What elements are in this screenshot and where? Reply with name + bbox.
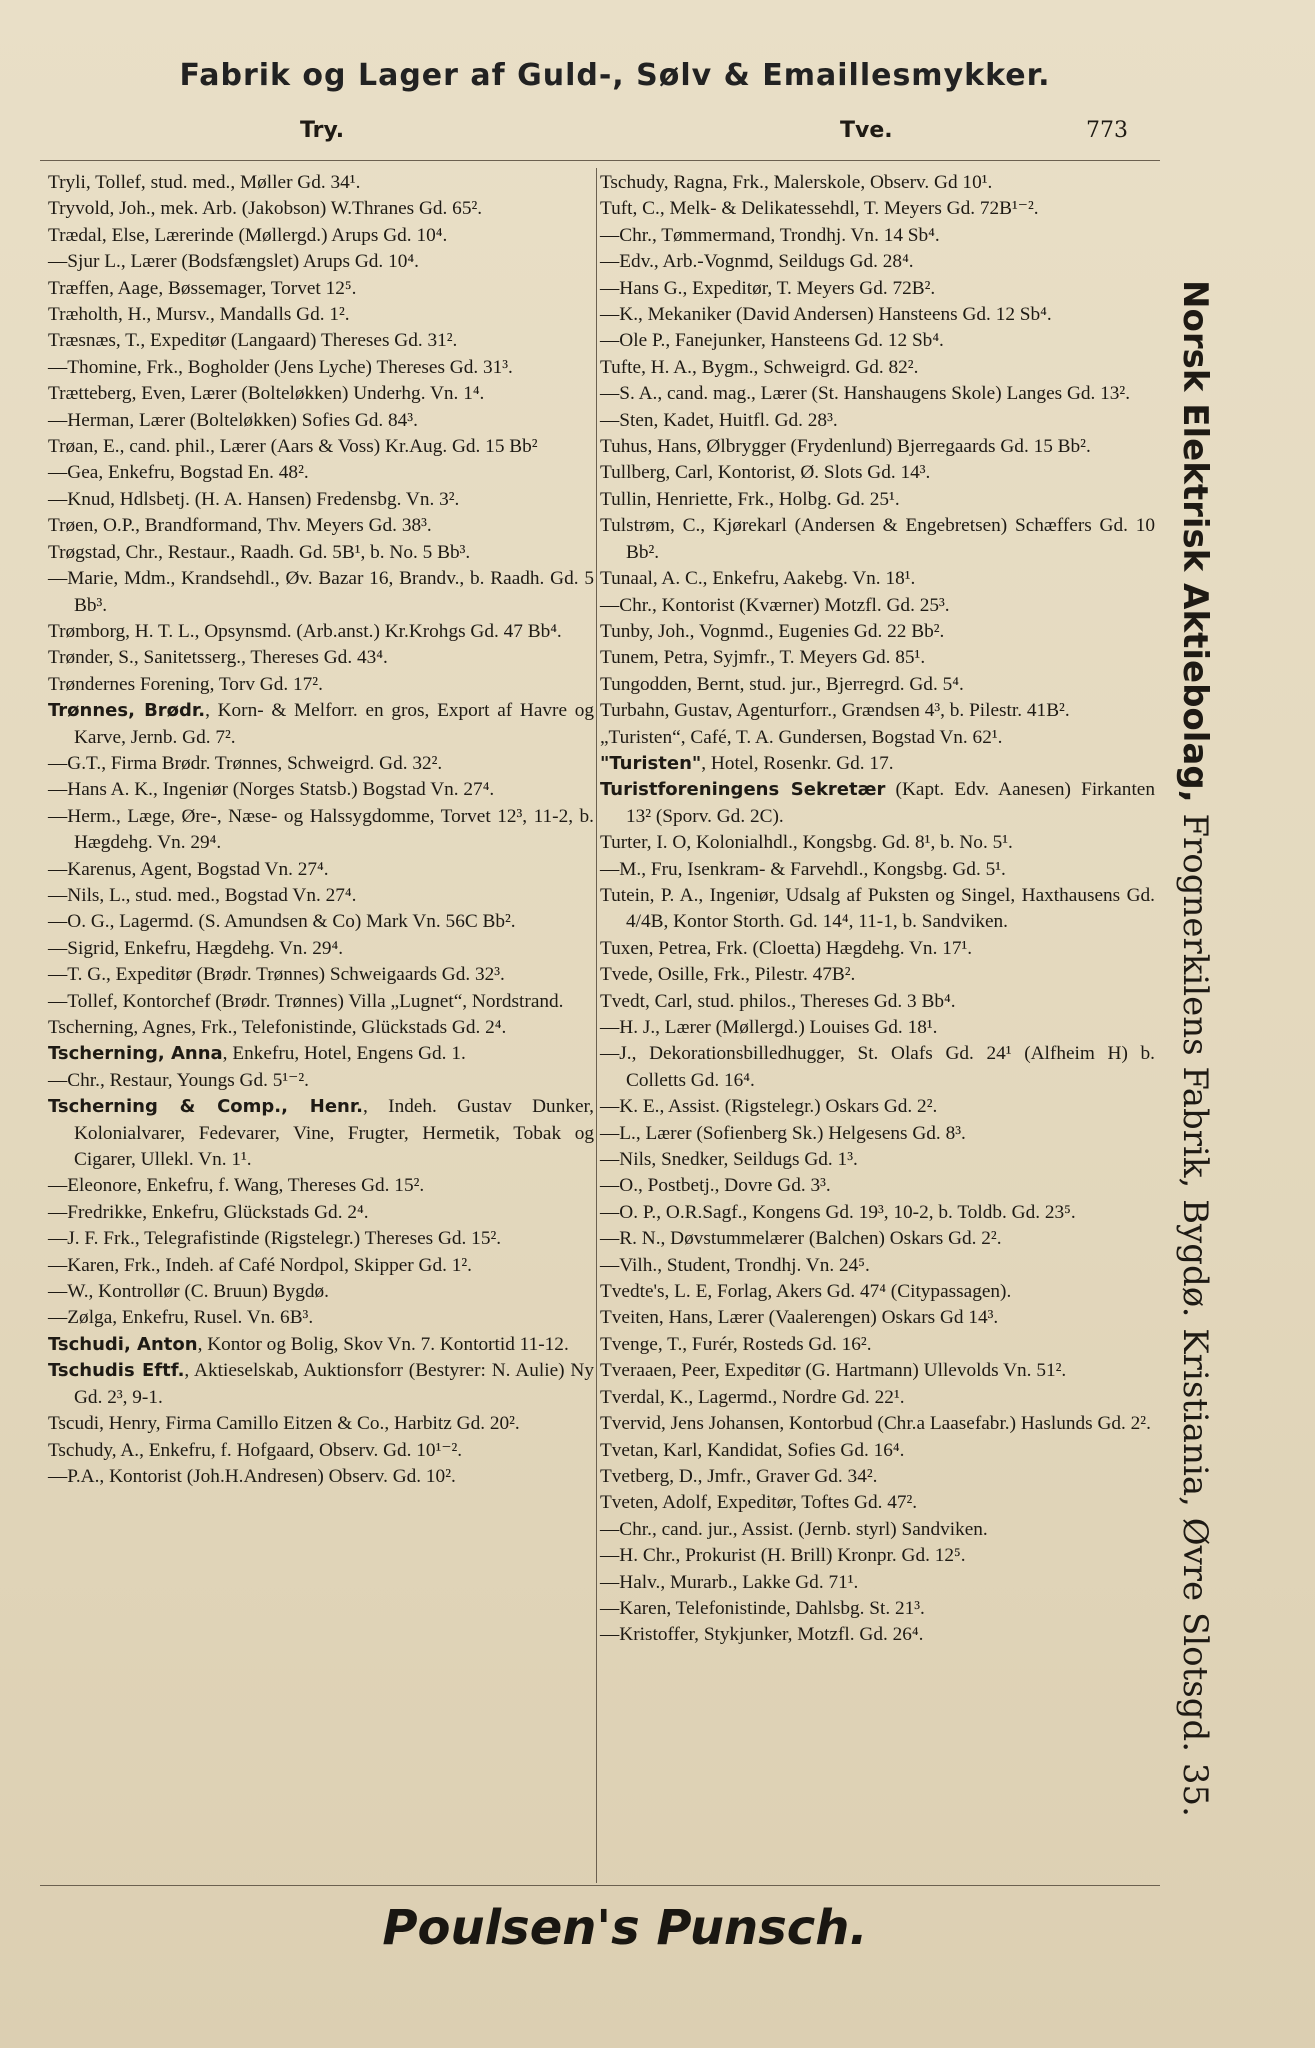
directory-entry [48, 1332, 594, 1358]
entry-text: Trønder, S., Sanitetsserg., Thereses Gd. 43⁴. [48, 647, 388, 669]
directory-entry [48, 989, 594, 1015]
entry-text: Tschudy, Ragna, Frk., Malerskole, Observ. Gd 10¹. [600, 172, 993, 193]
entry-text: —M., Fru, Isenkram- & Farvehdl., Kongsbg. Gd. 5¹. [600, 858, 1006, 880]
directory-entry [600, 698, 1155, 724]
entry-text: Turbahn, Gustav, Agenturforr., Grændsen 4³, b. Pilestr. 41B². [600, 700, 1070, 722]
entry-text: —Chr., cand. jur., Assist. (Jernb. styrl) Sandviken. [600, 1518, 988, 1540]
directory-entry [48, 1411, 594, 1437]
entry-text: Tvetberg, D., Jmfr., Graver Gd. 34². [600, 1465, 878, 1487]
directory-entry [600, 460, 1155, 486]
entry-text: , Korn- & Melforr. en gros, Export af Havre og Karve, Jernb. Gd. 7². [74, 700, 594, 748]
entry-text: (Kapt. Edv. Aanesen) Firkanten 13² (Sporv. Gd. 2C). [626, 779, 1156, 827]
directory-entry [48, 460, 594, 486]
entry-text: Trømborg, H. T. L., Opsynsmd. (Arb.anst.) Kr.Krohgs Gd. 47 Bb⁴. [48, 620, 562, 642]
entry-text: —H. J., Lærer (Møllergd.) Louises Gd. 18¹. [600, 1017, 938, 1038]
directory-entry [600, 1490, 1155, 1516]
entry-text: Tvede, Osille, Frk., Pilestr. 47B². [600, 964, 856, 986]
frame-top-rule [40, 160, 1160, 161]
entry-text: —G.T., Firma Brødr. Trønnes, Schweigrd. Gd. 32². [48, 752, 443, 774]
directory-entry [48, 170, 594, 196]
directory-entry [600, 883, 1155, 936]
entry-text: , Enkefru, Hotel, Engens Gd. 1. [222, 1043, 466, 1065]
directory-entry [48, 381, 594, 407]
directory-entry [600, 566, 1155, 592]
entry-text: —Chr., Tømmermand, Trondhj. Vn. 14 Sb⁴. [600, 224, 940, 246]
entry-text: „Turisten“, Café, T. A. Gundersen, Bogstad Vn. 62¹. [600, 726, 1003, 748]
entry-text: —O., Postbetj., Dovre Gd. 3³. [600, 1175, 831, 1197]
entry-text: Trædal, Else, Lærerinde (Møllergd.) Arups Gd. 10⁴. [48, 224, 448, 246]
entry-bold-name: Turistforeningens Sekretær [600, 779, 886, 801]
page-header [0, 118, 1250, 148]
entry-text: —Kristoffer, Stykjunker, Motzfl. Gd. 26⁴. [600, 1624, 924, 1646]
directory-entry [600, 1438, 1155, 1464]
directory-entry [600, 1596, 1155, 1622]
entry-text: Træffen, Aage, Bøssemager, Torvet 12⁵. [48, 277, 357, 299]
directory-entry [48, 777, 594, 803]
entry-text: —Sigrid, Enkefru, Hægdehg. Vn. 29⁴. [48, 937, 344, 959]
directory-entry [600, 1411, 1155, 1437]
directory-entry [600, 434, 1155, 460]
directory-entry [600, 1173, 1155, 1199]
directory-entry [600, 645, 1155, 671]
entry-text: Tungodden, Bernt, stud. jur., Bjerregrd. Gd. 5⁴. [600, 673, 964, 695]
directory-entry [600, 1570, 1155, 1596]
directory-entry [48, 645, 594, 671]
entry-bold-name: Tschudi, Anton [48, 1333, 198, 1355]
directory-entry [48, 1279, 594, 1305]
entry-text: —Hans G., Expeditør, T. Meyers Gd. 72B². [600, 277, 936, 299]
entry-text: —R. N., Døvstummelærer (Balchen) Oskars Gd. 2². [600, 1228, 1002, 1250]
directory-entry [600, 196, 1155, 222]
directory-entry [600, 1543, 1155, 1569]
entry-bold-name: Tschudis Eftf. [48, 1360, 185, 1382]
entry-text: —T. G., Expeditør (Brødr. Trønnes) Schweigaards Gd. 32³. [48, 964, 505, 986]
directory-entry [48, 1226, 594, 1252]
entry-text: Trøndernes Forening, Torv Gd. 17². [48, 673, 323, 695]
directory-entry [600, 355, 1155, 381]
entry-text: Tvervid, Jens Johansen, Kontorbud (Chr.a Laasefabr.) Haslunds Gd. 2². [600, 1413, 1151, 1435]
entry-text: Tvedte's, L. E, Forlag, Akers Gd. 47⁴ (Citypassagen). [600, 1281, 1012, 1303]
directory-entry [48, 196, 594, 222]
entry-text: Tuft, C., Melk- & Delikatessehdl, T. Meyers Gd. 72B¹⁻². [600, 198, 1039, 220]
directory-entry [600, 408, 1155, 434]
entry-text: —Chr., Kontorist (Kværner) Motzfl. Gd. 25³. [600, 594, 950, 616]
entry-text: Tunaal, A. C., Enkefru, Aakebg. Vn. 18¹. [600, 568, 916, 590]
entry-text: Tutein, P. A., Ingeniør, Udsalg af Puksten og Singel, Haxthausens Gd. 4/4B, Kontor Storth. Gd. 14⁴, 11-1, b. Sandviken. [600, 884, 1155, 933]
directory-entry [48, 1068, 594, 1094]
entry-text: Tunem, Petra, Syjmfr., T. Meyers Gd. 85¹. [600, 647, 926, 669]
directory-entry [600, 302, 1155, 328]
directory-entry [48, 1305, 594, 1331]
directory-entry [600, 1517, 1155, 1543]
directory-entry [48, 909, 594, 935]
directory-entry [600, 1253, 1155, 1279]
header-left-guideword: Try. [300, 118, 345, 143]
directory-entry [600, 1121, 1155, 1147]
side-ad-company: Norsk Elektrisk Aktiebolag, [1175, 280, 1215, 803]
directory-entry [600, 328, 1155, 354]
directory-entry [600, 1094, 1155, 1120]
directory-entry [600, 936, 1155, 962]
directory-entry [600, 1015, 1155, 1041]
entry-text: —Halv., Murarb., Lakke Gd. 71¹. [600, 1571, 859, 1593]
entry-text: —J., Dekorationsbilledhugger, St. Olafs Gd. 24¹ (Alfheim H) b. Colletts Gd. 16⁴. [600, 1043, 1155, 1091]
entry-bold-name: Tscherning, Anna [48, 1043, 223, 1065]
directory-entry [48, 751, 594, 777]
directory-entry [600, 1226, 1155, 1252]
entry-text: Tufte, H. A., Bygm., Schweigrd. Gd. 82². [600, 356, 919, 378]
directory-entry [600, 1200, 1155, 1226]
directory-entry [48, 276, 594, 302]
entry-text: —Karen, Frk., Indeh. af Café Nordpol, Skipper Gd. 1². [48, 1254, 472, 1276]
entry-text: —Sjur L., Lærer (Bodsfængslet) Arups Gd. 10⁴. [48, 251, 419, 273]
entry-text: Tullberg, Carl, Kontorist, Ø. Slots Gd. 14³. [600, 462, 931, 484]
entry-text: Træsnæs, T., Expeditør (Langaard) Thereses Gd. 31². [48, 330, 458, 352]
directory-entry [48, 487, 594, 513]
directory-entry [600, 1358, 1155, 1384]
entry-text: Træholth, H., Mursv., Mandalls Gd. 1². [48, 304, 350, 326]
entry-text: —Knud, Hdlsbetj. (H. A. Hansen) Fredensbg. Vn. 3². [48, 488, 460, 510]
directory-entry [48, 857, 594, 883]
entry-text: , Hotel, Rosenkr. Gd. 17. [701, 752, 894, 774]
entry-text: Tschudy, A., Enkefru, f. Hofgaard, Observ. Gd. 10¹⁻². [48, 1439, 463, 1461]
entry-text: Tvedt, Carl, stud. philos., Thereses Gd. 3 Bb⁴. [600, 990, 956, 1012]
entry-text: Tryli, Tollef, stud. med., Møller Gd. 34¹. [48, 172, 361, 193]
directory-entry [48, 619, 594, 645]
entry-text: —Vilh., Student, Trondhj. Vn. 24⁵. [600, 1254, 870, 1276]
entry-text: —Tollef, Kontorchef (Brødr. Trønnes) Villa „Lugnet“, Nordstrand. [48, 990, 564, 1012]
entry-text: —Ole P., Fanejunker, Hansteens Gd. 12 Sb⁴. [600, 330, 944, 352]
entry-bold-name: Tscherning & Comp., Henr. [48, 1096, 363, 1118]
entry-text: Tuxen, Petrea, Frk. (Cloetta) Hægdehg. Vn. 17¹. [600, 937, 973, 959]
entry-text: —Herman, Lærer (Bolteløkken) Sofies Gd. 84³. [48, 409, 418, 431]
entry-text: Tverdal, K., Lagermd., Nordre Gd. 22¹. [600, 1386, 905, 1408]
entry-text: Tscherning, Agnes, Frk., Telefonistinde, Glückstads Gd. 2⁴. [48, 1017, 507, 1038]
directory-entry [600, 249, 1155, 275]
entry-text: —K. E., Assist. (Rigstelegr.) Oskars Gd. 2². [600, 1096, 938, 1118]
directory-entry [48, 328, 594, 354]
directory-entry [48, 1358, 594, 1411]
directory-entry [600, 513, 1155, 566]
entry-text: —Zølga, Enkefru, Rusel. Vn. 6B³. [48, 1307, 314, 1329]
directory-entry [48, 883, 594, 909]
entry-text: Tullin, Henriette, Frk., Holbg. Gd. 25¹. [600, 488, 900, 510]
directory-entry [48, 804, 594, 857]
entry-text: Trøgstad, Chr., Restaur., Raadh. Gd. 5B¹, b. No. 5 Bb³. [48, 541, 471, 563]
directory-entry [48, 302, 594, 328]
directory-entry [48, 1438, 594, 1464]
entry-text: —Thomine, Frk., Bogholder (Jens Lyche) Thereses Gd. 31³. [48, 356, 513, 378]
entry-text: Tveraaen, Peer, Expeditør (G. Hartmann) Ullevolds Vn. 51². [600, 1360, 1067, 1382]
directory-entry [48, 566, 594, 619]
entry-text: Trøen, O.P., Brandformand, Thv. Meyers Gd. 38³. [48, 515, 432, 537]
directory-entry [48, 672, 594, 698]
entry-text: Tulstrøm, C., Kjørekarl (Andersen & Engebretsen) Schæffers Gd. 10 Bb². [600, 515, 1155, 563]
directory-entry [600, 962, 1155, 988]
entry-text: —H. Chr., Prokurist (H. Brill) Kronpr. Gd. 12⁵. [600, 1545, 966, 1567]
directory-entry [48, 223, 594, 249]
directory-entry [600, 1041, 1155, 1094]
entry-text: —Nils, Snedker, Seildugs Gd. 1³. [600, 1149, 858, 1171]
directory-entry [600, 725, 1155, 751]
entry-text: —Karen, Telefonistinde, Dahlsbg. St. 21³. [600, 1597, 925, 1619]
entry-text: Tveten, Adolf, Expeditør, Toftes Gd. 47². [600, 1492, 918, 1514]
left-column [48, 170, 594, 1890]
entry-text: —Edv., Arb.-Vognmd, Seildugs Gd. 28⁴. [600, 251, 914, 273]
directory-entry [48, 1253, 594, 1279]
entry-text: —W., Kontrollør (C. Bruun) Bygdø. [48, 1281, 329, 1303]
entry-text: —Fredrikke, Enkefru, Glückstads Gd. 2⁴. [48, 1201, 369, 1223]
entry-text: —O. G., Lagermd. (S. Amundsen & Co) Mark Vn. 56C Bb². [48, 911, 516, 933]
side-ad-address: Frognerkilens Fabrik, Bygdø. Kristiania, Øvre Slotsgd. 35. [1175, 813, 1215, 1817]
directory-entry [48, 513, 594, 539]
directory-entry [48, 936, 594, 962]
entry-text: —Gea, Enkefru, Bogstad En. 48². [48, 462, 309, 484]
entry-text: —Herm., Læge, Øre-, Næse- og Halssygdomme, Torvet 12³, 11-2, b. Hægdehg. Vn. 29⁴. [48, 805, 594, 854]
side-advertisement [1165, 280, 1225, 1817]
directory-entry [600, 989, 1155, 1015]
directory-entry [600, 1305, 1155, 1331]
entry-text: —L., Lærer (Sofienberg Sk.) Helgesens Gd. 8³. [600, 1122, 966, 1144]
directory-entry [48, 1200, 594, 1226]
entry-text: Tunby, Joh., Vognmd., Eugenies Gd. 22 Bb². [600, 620, 945, 642]
entry-text: , Kontor og Bolig, Skov Vn. 7. Kontortid 11-12. [197, 1333, 569, 1355]
directory-entry [600, 830, 1155, 856]
directory-entry [600, 1385, 1155, 1411]
right-column [600, 170, 1155, 1890]
entry-text: —Chr., Restaur, Youngs Gd. 5¹⁻². [48, 1069, 309, 1091]
entry-text: Turter, I. O, Kolonialhdl., Kongsbg. Gd. 8¹, b. No. 5¹. [600, 832, 1013, 854]
directory-entry [600, 857, 1155, 883]
column-divider [596, 168, 597, 1883]
entry-text: Tryvold, Joh., mek. Arb. (Jakobson) W.Thranes Gd. 65². [48, 198, 483, 220]
entry-text: —K., Mekaniker (David Andersen) Hansteens Gd. 12 Sb⁴. [600, 304, 1052, 326]
entry-bold-name: "Turisten" [600, 752, 702, 774]
directory-entry [48, 1094, 594, 1173]
bottom-advertisement-banner: Poulsen's Punsch. [382, 1900, 868, 1956]
directory-entry [48, 698, 594, 751]
directory-entry [600, 381, 1155, 407]
entry-text: Trøan, E., cand. phil., Lærer (Aars & Voss) Kr.Aug. Gd. 15 Bb² [48, 436, 538, 458]
directory-entry [600, 276, 1155, 302]
entry-text: , Indeh. Gustav Dunker, Kolonialvarer, Fedevarer, Vine, Frugter, Hermetik, Tobak og Cigarer, Ullekl. Vn. 1¹. [74, 1096, 595, 1171]
page-number: 773 [1086, 118, 1128, 143]
directory-entry [48, 962, 594, 988]
directory-entry [600, 593, 1155, 619]
entry-text: Tvenge, T., Furér, Rosteds Gd. 16². [600, 1333, 872, 1355]
entry-text: Tvetan, Karl, Kandidat, Sofies Gd. 16⁴. [600, 1439, 905, 1461]
entry-text: —P.A., Kontorist (Joh.H.Andresen) Observ. Gd. 10². [48, 1465, 456, 1487]
directory-entry [600, 487, 1155, 513]
entry-text: —Sten, Kadet, Huitfl. Gd. 28³. [600, 409, 838, 431]
directory-entry [600, 1279, 1155, 1305]
entry-text: —Eleonore, Enkefru, f. Wang, Thereses Gd. 15². [48, 1175, 425, 1197]
entry-text: —Hans A. K., Ingeniør (Norges Statsb.) Bogstad Vn. 27⁴. [48, 779, 495, 801]
header-right-guideword: Tve. [840, 118, 893, 143]
entry-text: —Nils, L., stud. med., Bogstad Vn. 27⁴. [48, 884, 357, 906]
directory-entry [48, 1464, 594, 1490]
entry-text: —J. F. Frk., Telegrafistinde (Rigstelegr.) Thereses Gd. 15². [48, 1228, 502, 1250]
entry-text: Tscudi, Henry, Firma Camillo Eitzen & Co., Harbitz Gd. 20². [48, 1413, 520, 1435]
directory-entry [600, 672, 1155, 698]
top-advertisement-banner: Fabrik og Lager af Guld-, Sølv & Emaillesmykker. [179, 58, 1051, 93]
directory-entry [600, 170, 1155, 196]
directory-entry [48, 1173, 594, 1199]
entry-text: —O. P., O.R.Sagf., Kongens Gd. 19³, 10-2, b. Toldb. Gd. 23⁵. [600, 1201, 1076, 1223]
directory-entry [48, 1041, 594, 1067]
directory-entry [600, 751, 1155, 777]
directory-entry [48, 1015, 594, 1041]
directory-entry [600, 1622, 1155, 1648]
entry-text: —Karenus, Agent, Bogstad Vn. 27⁴. [48, 858, 329, 880]
directory-entry [600, 223, 1155, 249]
directory-entry [600, 777, 1155, 830]
entry-text: —S. A., cand. mag., Lærer (St. Hanshaugens Skole) Langes Gd. 13². [600, 383, 1131, 405]
directory-entry [600, 1464, 1155, 1490]
entry-text: —Marie, Mdm., Krandsehdl., Øv. Bazar 16, Brandv., b. Raadh. Gd. 5 Bb³. [48, 568, 594, 616]
directory-entry [600, 1332, 1155, 1358]
directory-entry [48, 408, 594, 434]
entry-bold-name: Trønnes, Brødr. [48, 700, 206, 722]
entry-text: Trætteberg, Even, Lærer (Bolteløkken) Underhg. Vn. 1⁴. [48, 383, 485, 405]
directory-entry [48, 249, 594, 275]
entry-text: Tuhus, Hans, Ølbrygger (Frydenlund) Bjerregaards Gd. 15 Bb². [600, 436, 1091, 458]
entry-text: , Aktieselskab, Auktionsforr (Bestyrer: N. Aulie) Ny Gd. 2³, 9-1. [74, 1360, 594, 1408]
directory-entry [48, 434, 594, 460]
directory-entry [600, 619, 1155, 645]
directory-entry [48, 540, 594, 566]
entry-text: Tveiten, Hans, Lærer (Vaalerengen) Oskars Gd 14³. [600, 1307, 999, 1329]
directory-entry [600, 1147, 1155, 1173]
directory-entry [48, 355, 594, 381]
